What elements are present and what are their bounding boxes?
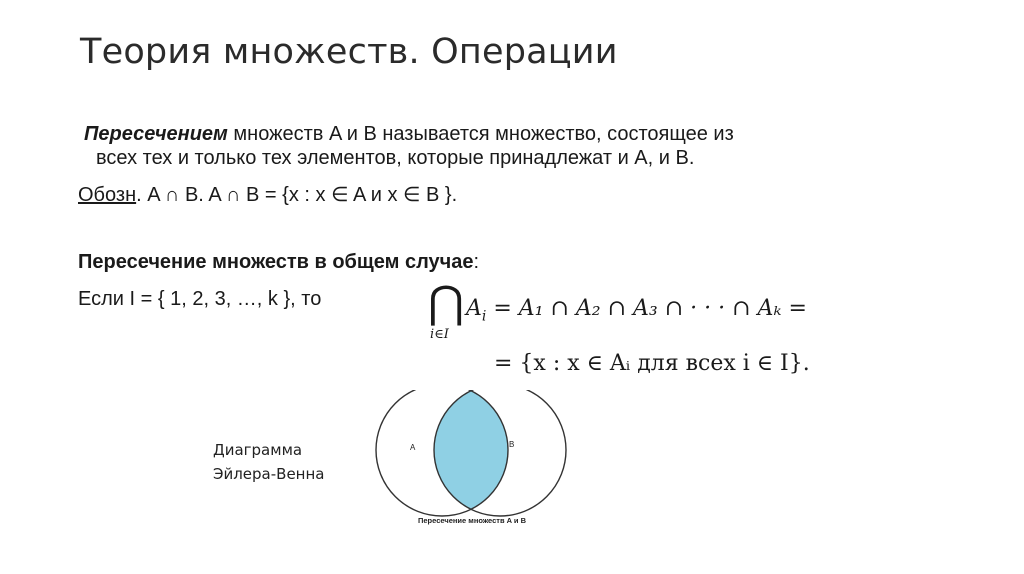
definition-line-1-text: множеств A и B называется множество, состоящее из	[227, 123, 734, 145]
venn-caption-line-1: Диаграмма	[213, 441, 303, 459]
venn-label-a: A	[410, 443, 416, 452]
venn-figure-caption: Пересечение множеств A и B	[417, 516, 527, 525]
slide-title: Теория множеств. Операции	[80, 32, 618, 72]
formula-line-2: = {x : x ∈ Aᵢ для всех i ∈ I}.	[494, 351, 810, 376]
big-cap-symbol: ⋂	[428, 277, 465, 328]
general-condition: Если I = { 1, 2, 3, …, k }, то	[78, 288, 322, 310]
general-heading-colon: :	[473, 251, 480, 273]
notation-line	[78, 183, 457, 207]
formula-big-cap	[428, 277, 464, 328]
general-heading	[78, 250, 479, 274]
notation-label: Обозн	[78, 184, 137, 206]
venn-caption	[213, 438, 325, 486]
venn-caption-line-2: Эйлера-Венна	[213, 465, 325, 483]
formula-ai: A	[466, 296, 482, 321]
venn-diagram	[370, 390, 580, 530]
formula-line-1-rest: = A₁ ∩ A₂ ∩ A₃ ∩ · · · ∩ Aₖ =	[486, 296, 807, 321]
venn-label-b: B	[509, 440, 515, 449]
formula-line-1	[466, 296, 807, 324]
formula-ai-sub: i	[481, 308, 487, 325]
definition-line-2: всех тех и только тех элементов, которые принадлежат и A, и B.	[96, 147, 695, 169]
general-heading-text: Пересечение множеств в общем случае	[78, 251, 474, 273]
definition-line-1	[84, 122, 734, 146]
notation-formula: . A ∩ B. A ∩ B = {x : x ∈ A и x ∈ B }.	[136, 184, 458, 206]
formula-subscript: i∈I	[430, 327, 449, 342]
definition-term: Пересечением	[84, 123, 228, 145]
